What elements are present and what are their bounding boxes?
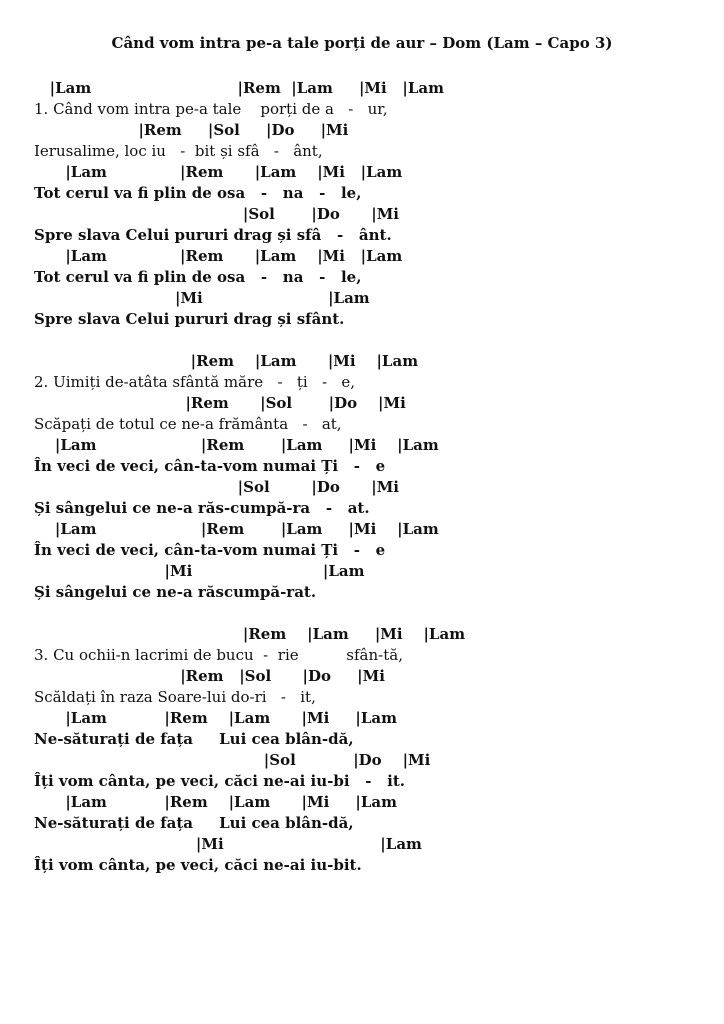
lyric-line-refrain: Îți vom cânta, pe veci, căci ne-ai iu-bit. [34,856,362,874]
chord-line: |Lam |Rem |Lam |Mi |Lam [34,436,439,454]
chord-line: |Lam |Rem |Lam |Mi |Lam [34,520,439,538]
lyric-line: 3. Cu ochii-n lacrimi de bucu - rie sfân-tă, [34,646,403,664]
lyric-line-refrain: Ne-săturați de fața Lui cea blân-dă, [34,730,354,748]
lyric-line-refrain: În veci de veci, cân-ta-vom numai Ți - e [34,457,386,475]
lyric-line: Scăldați în raza Soare-lui do-ri - it, [34,688,316,706]
lyric-line: Ierusalime, loc iu - bit și sfâ - ânt, [34,142,323,160]
lyric-line-refrain: Ne-săturați de fața Lui cea blân-dă, [34,814,354,832]
lyric-line-refrain: Și sângelui ce ne-a răs-cumpă-ra - at. [34,499,370,517]
song-body [34,78,714,876]
song-title: Când vom intra pe-a tale porți de aur – Dom (Lam – Capo 3) [111,34,613,52]
verse-2 [34,351,714,603]
chord-line: |Lam |Rem |Lam |Mi |Lam [34,793,397,811]
lyric-line-refrain: Tot cerul va fi plin de osa - na - le, [34,184,362,202]
chord-line: |Mi |Lam [34,835,422,853]
chord-line: |Lam |Rem |Lam |Mi |Lam [34,247,403,265]
chord-line: |Lam |Rem |Lam |Mi |Lam [34,163,403,181]
lyric-line-refrain: Tot cerul va fi plin de osa - na - le, [34,268,362,286]
chord-line: |Sol |Do |Mi [34,205,399,223]
lyric-line: 1. Când vom intra pe-a tale porți de a - ur, [34,100,388,118]
lyric-line: 2. Uimiți de-atâta sfântă măre - ți - e, [34,373,355,391]
lyric-line-refrain: În veci de veci, cân-ta-vom numai Ți - e [34,541,386,559]
lyric-line-refrain: Spre slava Celui pururi drag și sfâ - ânt. [34,226,392,244]
chord-line: |Sol |Do |Mi [34,751,431,769]
lyric-line: Scăpați de totul ce ne-a frământa - at, [34,415,342,433]
chord-line: |Rem |Sol |Do |Mi [34,394,406,412]
verse-3 [34,624,714,876]
chord-line: |Mi |Lam [34,562,365,580]
verse-spacer [34,330,714,351]
lyric-line-refrain: Îți vom cânta, pe veci, căci ne-ai iu-bi - it. [34,772,405,790]
chord-line: |Sol |Do |Mi [34,478,399,496]
lyric-line-refrain: Și sângelui ce ne-a răscumpă-rat. [34,583,317,601]
chord-line: |Lam |Rem |Lam |Mi |Lam [34,79,444,97]
chord-line: |Rem |Sol |Do |Mi [34,121,349,139]
lyric-line-refrain: Spre slava Celui pururi drag și sfânt. [34,310,345,328]
chord-line: |Rem |Sol |Do |Mi [34,667,385,685]
verse-1 [34,78,714,330]
verse-spacer [34,603,714,624]
chord-line: |Rem |Lam |Mi |Lam [34,625,466,643]
chord-line: |Mi |Lam [34,289,370,307]
chord-line: |Lam |Rem |Lam |Mi |Lam [34,709,397,727]
chord-line: |Rem |Lam |Mi |Lam [34,352,419,370]
